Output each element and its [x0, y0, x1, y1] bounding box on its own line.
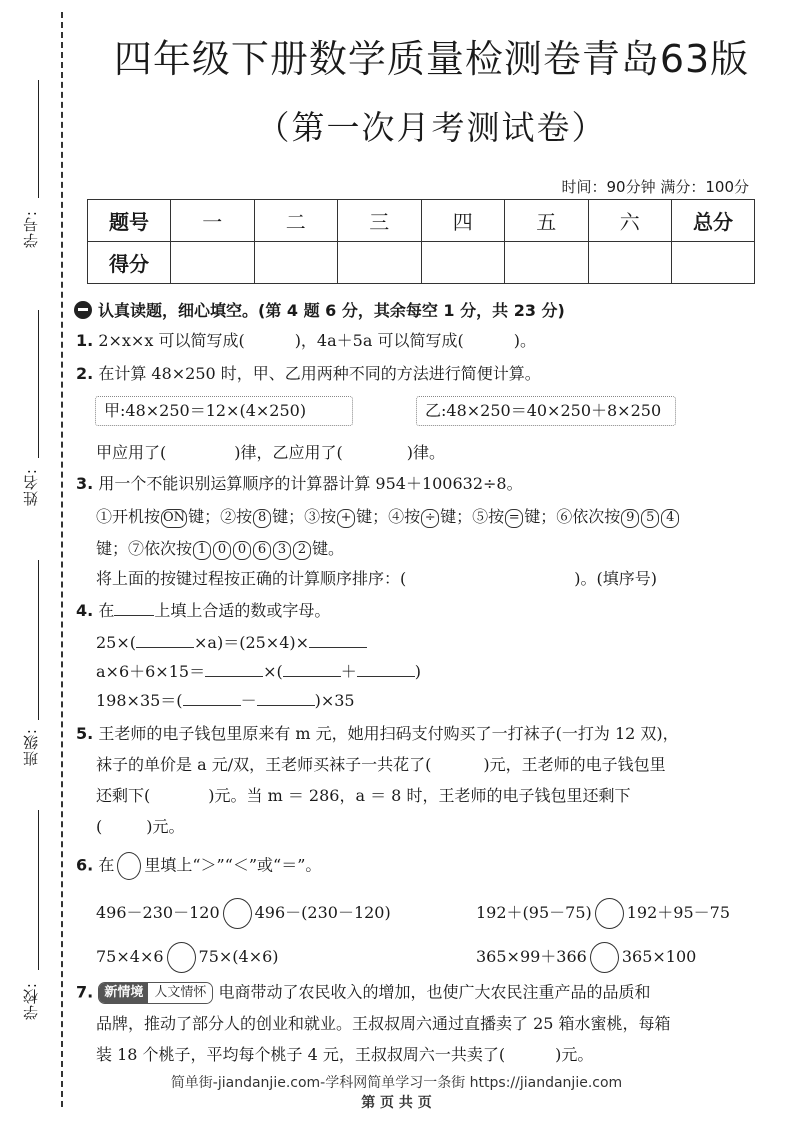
score-table-score-row — [88, 242, 755, 284]
q2-method-jia-box — [95, 396, 353, 426]
key-2-icon: 2 — [293, 541, 311, 560]
q5-line-2 — [96, 755, 666, 775]
q5-text-5: )元。当 m ＝ 286，a ＝ 8 时，王老师的电子钱包里还剩下 — [208, 786, 631, 805]
q4-l3-text-2: － — [240, 691, 257, 710]
q3-step-3: ③按 — [304, 507, 337, 526]
score-cell-4[interactable] — [421, 242, 505, 284]
name-underline — [38, 310, 39, 458]
key-plus-icon: + — [337, 509, 355, 528]
question-number: 2. — [76, 364, 94, 383]
footer-page-number: 第 页 共 页 — [361, 1095, 432, 1111]
circle-icon — [117, 852, 141, 880]
score-col-label: 题号 — [88, 200, 171, 242]
section-1-title: 认真读题，细心填空。(第 4 题 6 分，其余每空 1 分，共 23 分) — [98, 301, 565, 320]
q4-l3-text-1: 198×35＝( — [96, 691, 183, 710]
q5-text-6: ( — [96, 817, 103, 836]
q2-answer-line — [96, 443, 445, 463]
q3-text: 用一个不能识别运算顺序的计算器计算 954＋100632÷8。 — [98, 474, 523, 493]
exam-title: 四年级下册数学质量检测卷青岛63版 — [113, 37, 750, 81]
key-4-icon: 4 — [661, 509, 679, 528]
q4-blank-2[interactable] — [309, 633, 367, 648]
q2-method-jia: 甲:48×250＝12×(4×250) — [104, 401, 307, 420]
exam-time-score: 时间：90分钟 满分：100分 — [561, 178, 749, 196]
q6-item-3-right: 75×(4×6) — [198, 947, 279, 966]
score-cell-1[interactable] — [171, 242, 255, 284]
q3-step-4: ④按 — [388, 507, 421, 526]
question-number: 4. — [76, 601, 94, 620]
q7-text-1: 电商带动了农民收入的增加，也使广大农民注重产品的品质和 — [218, 982, 651, 1002]
q3-order-line — [96, 569, 657, 589]
q3-step-7-end: 键。 — [312, 539, 345, 558]
q7-text-3: 装 18 个桃子，平均每个桃子 4 元，王叔叔周六一共卖了( — [96, 1045, 506, 1064]
question-3 — [76, 474, 523, 494]
q6-item-1-right: 496－(230－120) — [254, 903, 391, 922]
q3-step-6-end: 键； — [96, 539, 129, 558]
question-4 — [76, 601, 330, 621]
q2-method-yi: 乙:48×250＝40×250＋8×250 — [425, 401, 662, 420]
q6-item-2 — [476, 898, 730, 929]
q3-step-5: ⑤按 — [472, 507, 505, 526]
score-row-label: 得分 — [88, 242, 171, 284]
q5-text-4: 还剩下( — [96, 786, 151, 805]
q4-l3-text-3: )×35 — [314, 691, 355, 710]
score-table-header-row — [88, 200, 755, 242]
q4-text-2: 上填上合适的数或字母。 — [154, 601, 331, 620]
score-col-3: 三 — [338, 200, 422, 242]
exam-subtitle: （第一次月考测试卷） — [256, 108, 607, 147]
q3-step-2: ②按 — [220, 507, 253, 526]
q6-item-1-left: 496－230－120 — [96, 903, 220, 922]
key-8-icon: 8 — [253, 509, 271, 528]
score-cell-2[interactable] — [254, 242, 338, 284]
q2-text-2: )律，乙应用了( — [234, 443, 343, 462]
q4-line-3 — [96, 691, 355, 711]
q6-item-3 — [96, 942, 279, 973]
key-6-icon: 6 — [253, 541, 271, 560]
q2-text: 在计算 48×250 时，甲、乙用两种不同的方法进行简便计算。 — [98, 364, 541, 383]
q6-item-4-left: 365×99＋366 — [476, 947, 587, 966]
score-col-5: 五 — [505, 200, 589, 242]
q6-compare-circle-1[interactable] — [223, 898, 252, 929]
q6-item-2-right: 192＋95－75 — [626, 903, 731, 922]
key-9-icon: 9 — [621, 509, 639, 528]
q4-line-1 — [96, 633, 367, 653]
q6-item-4-right: 365×100 — [621, 947, 697, 966]
q3-sep: 键； — [356, 507, 389, 526]
score-cell-total[interactable] — [672, 242, 755, 284]
key-on-icon: ON — [161, 509, 187, 528]
q3-sep: 键； — [440, 507, 473, 526]
q1-text-2: )，4a＋5a 可以简写成( — [294, 331, 464, 350]
q4-blank-5[interactable] — [357, 662, 415, 677]
q4-blank-1[interactable] — [136, 633, 194, 648]
q2-text-3: )律。 — [406, 443, 445, 462]
q3-step-6: ⑥依次按 — [556, 507, 621, 526]
q4-line-2 — [96, 662, 421, 682]
score-col-2: 二 — [254, 200, 338, 242]
q3-sep: 键； — [272, 507, 305, 526]
key-3-icon: 3 — [273, 541, 291, 560]
score-col-1: 一 — [171, 200, 255, 242]
q7-text-4: )元。 — [555, 1045, 594, 1064]
q7-context-tag — [98, 982, 213, 1004]
key-0-icon: 0 — [233, 541, 251, 560]
q4-l1-text-1: 25×( — [96, 633, 137, 652]
question-5 — [76, 724, 679, 744]
q5-text-7: )元。 — [146, 817, 185, 836]
key-0-icon: 0 — [213, 541, 231, 560]
q3-sep: 键； — [188, 507, 221, 526]
q5-line-3 — [96, 786, 630, 806]
score-cell-5[interactable] — [505, 242, 589, 284]
q4-text-1: 在 — [98, 601, 115, 620]
name-label: 姓名: — [22, 468, 40, 507]
q6-text-1: 在 — [98, 855, 115, 875]
key-divide-icon: ÷ — [421, 509, 439, 528]
section-1-heading — [74, 298, 565, 321]
score-col-4: 四 — [421, 200, 505, 242]
question-number: 7. — [76, 982, 94, 1002]
class-underline — [38, 560, 39, 720]
student-id-label: 学号: — [22, 210, 40, 249]
q7-line-2 — [96, 1014, 671, 1034]
question-7 — [76, 982, 650, 1004]
q4-blank-7[interactable] — [257, 691, 315, 706]
q3-steps-line-2 — [96, 539, 344, 560]
student-id-underline — [38, 80, 39, 198]
tag-humanities: 人文情怀 — [148, 983, 212, 1003]
key-1-icon: 1 — [193, 541, 211, 560]
question-2 — [76, 364, 541, 384]
q2-method-yi-box — [416, 396, 676, 426]
q3-step-7: ⑦依次按 — [128, 539, 193, 558]
q4-example-blank — [114, 601, 154, 616]
q4-blank-4[interactable] — [283, 662, 341, 677]
q4-l2-text-2: ×( — [263, 662, 283, 681]
score-cell-6[interactable] — [588, 242, 672, 284]
q4-l2-text-1: a×6＋6×15＝ — [96, 662, 206, 681]
q6-compare-circle-2[interactable] — [595, 898, 624, 929]
key-equals-icon: = — [505, 509, 523, 528]
q6-compare-circle-3[interactable] — [167, 942, 196, 973]
question-number: 3. — [76, 474, 94, 493]
question-number: 1. — [76, 331, 94, 350]
q4-l2-text-3: ＋ — [340, 662, 357, 681]
q5-line-4 — [96, 817, 185, 837]
q4-blank-3[interactable] — [205, 662, 263, 677]
q5-text-1: 王老师的电子钱包里原来有 m 元，她用扫码支付购买了一打袜子(一打为 12 双)， — [98, 724, 679, 743]
key-5-icon: 5 — [641, 509, 659, 528]
q3-order-text: 将上面的按键过程按正确的计算顺序排序：( — [96, 569, 407, 588]
q4-l1-text-2: ×a)＝(25×4)× — [194, 633, 310, 652]
question-1 — [76, 331, 536, 351]
q4-l2-text-4: ) — [414, 662, 421, 681]
q2-text-1: 甲应用了( — [96, 443, 167, 462]
q7-line-3 — [96, 1045, 593, 1065]
q6-item-1 — [96, 898, 391, 929]
school-underline — [38, 810, 39, 970]
q6-item-2-left: 192＋(95－75) — [476, 903, 592, 922]
q5-text-3: )元，王老师的电子钱包里 — [483, 755, 666, 774]
q1-text-1: 2×x×x 可以简写成( — [98, 331, 245, 350]
q3-step-1: ①开机按 — [96, 507, 161, 526]
class-label: 班级: — [22, 728, 40, 767]
binding-dashed-line — [61, 12, 63, 1107]
q3-sep: 键； — [524, 507, 557, 526]
score-cell-3[interactable] — [338, 242, 422, 284]
section-number-one-icon — [74, 301, 92, 319]
tag-new-context: 新情境 — [99, 983, 148, 1003]
q6-item-3-left: 75×4×6 — [96, 947, 164, 966]
q6-item-4 — [476, 942, 696, 973]
q6-compare-circle-4[interactable] — [590, 942, 619, 973]
score-table — [87, 199, 755, 284]
q1-text-3: )。 — [513, 331, 536, 350]
question-number: 6. — [76, 855, 94, 875]
score-col-total: 总分 — [672, 200, 755, 242]
question-6 — [76, 852, 321, 880]
footer-watermark: 简单街-jiandanjie.com-学科网简单学习一条街 https://jiandanjie.com — [170, 1075, 623, 1091]
question-number: 5. — [76, 724, 94, 743]
q7-text-2: 品牌，推动了部分人的创业和就业。王叔叔周六通过直播卖了 25 箱水蜜桃，每箱 — [96, 1014, 671, 1033]
q3-steps-line-1 — [96, 507, 680, 528]
q3-order-hint: )。(填序号) — [574, 569, 657, 588]
q5-text-2: 袜子的单价是 a 元/双，王老师买袜子一共花了( — [96, 755, 432, 774]
q4-blank-6[interactable] — [183, 691, 241, 706]
school-label: 学校: — [22, 982, 40, 1021]
q6-text-2: 里填上“＞”“＜”或“＝”。 — [144, 855, 322, 875]
score-col-6: 六 — [588, 200, 672, 242]
